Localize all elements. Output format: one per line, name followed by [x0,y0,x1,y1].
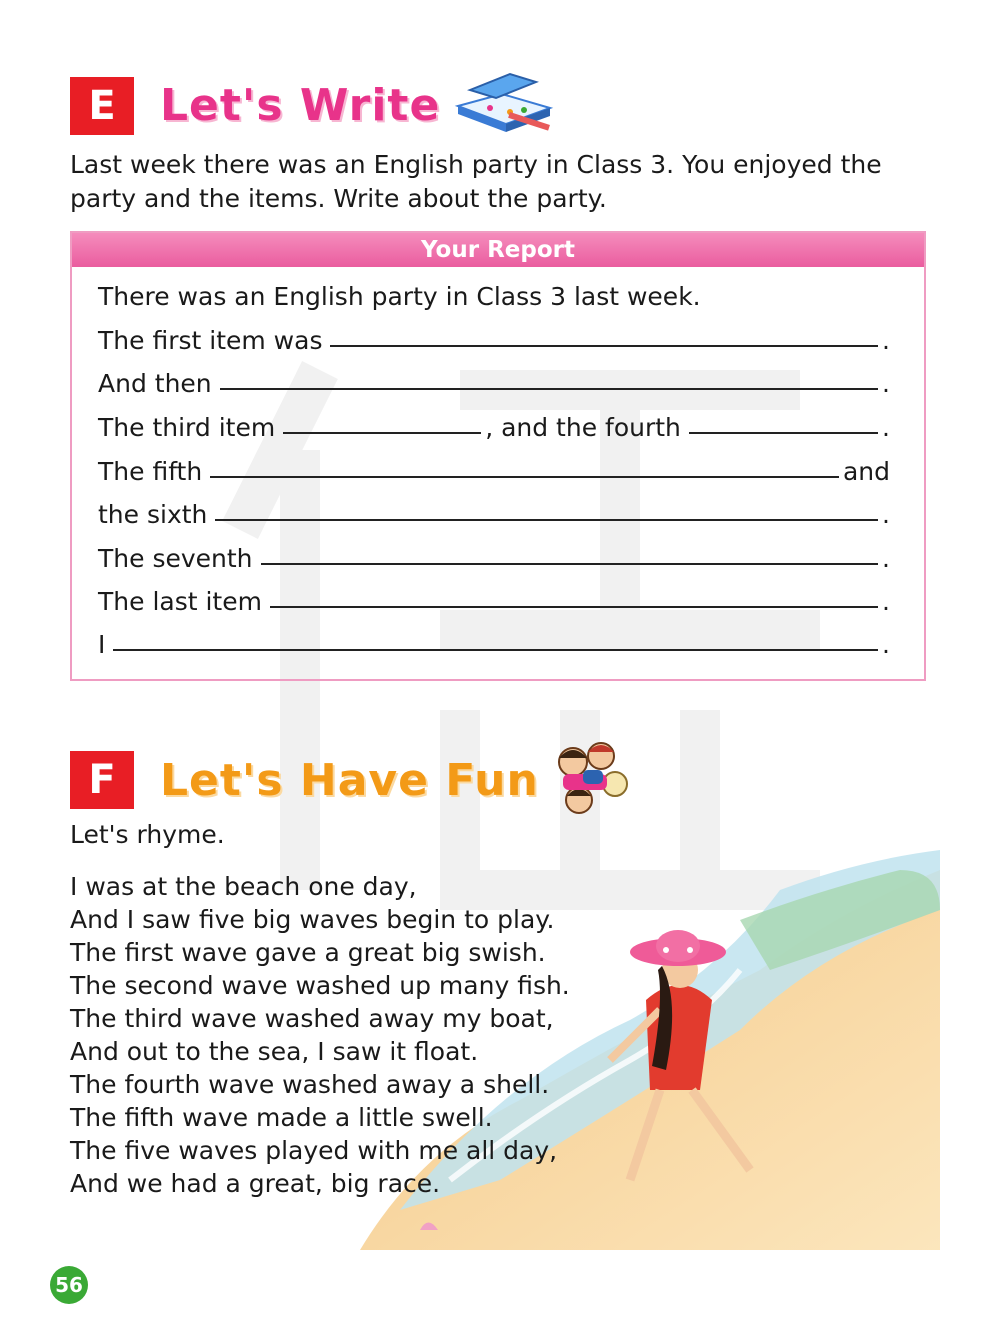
poem [70,870,570,1200]
period: . [882,544,890,573]
period: . [882,369,890,398]
report-line-4-text-a: The third item [98,413,276,442]
report-box [70,231,926,681]
section-f-title: Let's Have Fun [160,754,539,806]
period: . [882,326,890,355]
poem-line: I was at the beach one day, [70,872,417,901]
section-e-letter: E [70,77,134,135]
and-then-blank[interactable] [220,387,878,390]
report-line-5 [98,450,890,486]
report-line-3-text: And then [98,369,212,398]
period: . [882,630,890,659]
report-line-4-text-b: , and the fourth [485,413,681,442]
report-line-7 [98,537,890,573]
report-line-3 [98,362,890,398]
section-f-header [70,740,633,820]
poem-line: The fifth wave made a little swell. [70,1103,493,1132]
page-number-badge: 56 [50,1266,88,1304]
poem-line: The fourth wave washed away a shell. [70,1070,550,1099]
third-item-blank[interactable] [283,431,481,434]
report-line-2-text: The first item was [98,326,323,355]
poem-line: The five waves played with me all day, [70,1136,558,1165]
report-line-4 [98,406,890,442]
period: . [882,413,890,442]
report-line-9 [98,623,890,659]
report-line-6-text: the sixth [98,500,208,529]
report-line-1 [98,275,890,311]
fourth-item-blank[interactable] [689,431,878,434]
report-line-9-text: I [98,630,106,659]
section-f-instruction: Let's rhyme. [70,820,225,849]
section-e-instruction: Last week there was an English party in Class 3. You enjoyed the party and the items. Write about the party. [70,150,882,213]
report-line-5-text-b: and [842,457,890,486]
report-line-5-text-a: The fifth [98,457,203,486]
feeling-blank[interactable] [113,648,878,651]
poem-line: And we had a great, big race. [70,1169,441,1198]
poem-line: The third wave washed away my boat, [70,1004,554,1033]
report-line-8 [98,580,890,616]
report-line-8-text: The last item [98,587,262,616]
poem-line: And out to the sea, I saw it float. [70,1037,479,1066]
report-heading: Your Report [72,233,924,267]
poem-line: And I saw five big waves begin to play. [70,905,555,934]
period: . [882,587,890,616]
report-line-2 [98,319,890,355]
section-e-title: Let's Write [160,80,441,131]
seventh-item-blank[interactable] [261,562,879,565]
report-line-6 [98,493,890,529]
report-line-1-text: There was an English party in Class 3 last week. [98,282,701,311]
section-e-header [70,68,560,143]
book-pencil-icon [450,68,560,143]
children-group-icon [543,740,633,820]
period: . [882,500,890,529]
poem-line: The second wave washed up many fish. [70,971,570,1000]
report-line-7-text: The seventh [98,544,253,573]
fifth-item-blank[interactable] [210,475,839,478]
section-f-letter: F [70,751,134,809]
last-item-blank[interactable] [270,605,878,608]
first-item-blank[interactable] [330,344,878,347]
sixth-item-blank[interactable] [215,518,878,521]
poem-line: The first wave gave a great big swish. [70,938,546,967]
